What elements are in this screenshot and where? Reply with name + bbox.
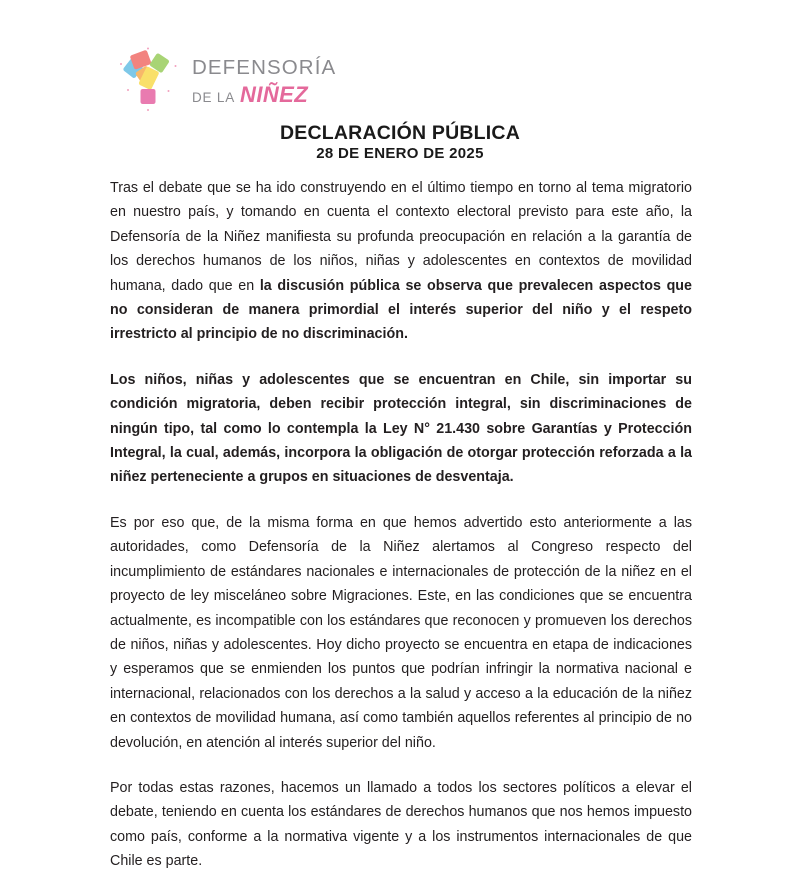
defensoria-ninez-shield-logo-icon: [113, 44, 183, 116]
document-body: [110, 176, 692, 874]
logo-dela-text: DE LA: [192, 89, 236, 105]
paragraph-1-bold: la discusión pública se observa que prevalecen aspectos que no consideran de manera primordial el interés superior del niño y el respeto irrestricto al principio de no discriminación.: [110, 277, 692, 343]
page-subtitle-date: 28 DE ENERO DE 2025: [316, 145, 484, 162]
logo-second-line: [192, 82, 336, 108]
paragraph-1-normal: Tras el debate que se ha ido construyendo en el último tiempo en torno al tema migratorio en nuestro país, y tomando en cuenta el contexto electoral previsto para este año, la Defensoría de la Niñez manifiesta su profunda preocupación en relación a la garantía de los derechos humanos de los niños, niñas y adolescentes en contextos de movilidad humana, dado que en: [110, 180, 692, 294]
logo-wordmark: [192, 52, 336, 108]
paragraph-1: [110, 176, 692, 347]
paragraph-3: Es por eso que, de la misma forma en que hemos advertido esto anteriormente a las autoridades, como Defensoría de la Niñez alertamos al Congreso respecto del incumplimiento de estándares nacionales e internacionales de protección de la niñez en el proyecto de ley misceláneo sobre Migraciones. Este, en las condiciones que se encuentra actualmente, es incompatible con los estándares que reconocen y promueven los derechos de niños, niñas y adolescentes. Hoy dicho proyecto se encuentra en etapa de indicaciones y esperamos que se enmienden los puntos que podrían infringir la normativa nacional e internacional, relacionados con los derechos a la salud y acceso a la educación de la niñez en contextos de movilidad humana, así como también aquellos referentes al principio de no devolución, en atención al interés superior del niño.: [110, 514, 692, 751]
logo-ninez-text: NIÑEZ: [240, 81, 309, 107]
organization-logo: [113, 44, 336, 116]
logo-defensoria-text: DEFENSORÍA: [192, 56, 337, 80]
page-title: DECLARACIÓN PÚBLICA: [280, 122, 520, 144]
paragraph-4: Por todas estas razones, hacemos un llamado a todos los sectores políticos a elevar el debate, teniendo en cuenta los estándares de derechos humanos que nos hemos impuesto como país, conforme a la normativa vigente y a los instrumentos internacionales de que Chile es parte.: [110, 779, 692, 870]
paragraph-2: Los niños, niñas y adolescentes que se encuentran en Chile, sin importar su condición migratoria, deben recibir protección integral, sin discriminaciones de ningún tipo, tal como lo contempla la Ley N° 21.430 sobre Garantías y Protección Integral, la cual, además, incorpora la obligación de otorgar protección reforzada a la niñez perteneciente a grupos en situaciones de desventaja.: [110, 371, 692, 486]
